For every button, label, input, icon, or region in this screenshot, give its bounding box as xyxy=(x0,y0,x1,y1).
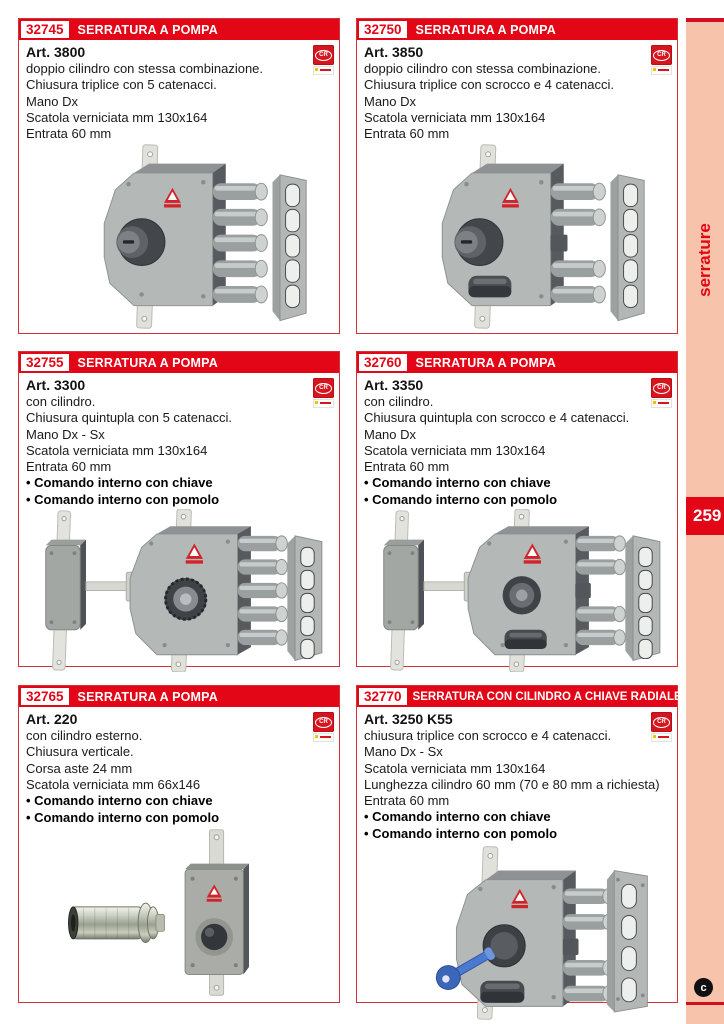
spec-line: Entrata 60 mm xyxy=(364,793,450,809)
radial-key-lock-illustration xyxy=(379,843,655,1022)
product-title: SERRATURA A POMPA xyxy=(77,22,218,37)
cr-brand-logo xyxy=(313,45,334,75)
feature-bullet: • Comando interno con pomolo xyxy=(26,492,220,508)
spec-line: Scatola verniciata mm 130x164 xyxy=(26,109,208,125)
article-number: Art. 3250 K55 xyxy=(364,711,453,727)
cr-brand-logo xyxy=(651,45,672,75)
cr-brand-label: CR xyxy=(319,385,328,391)
spec-line: Mano Dx xyxy=(364,93,417,109)
spec-line: Chiusura quintupla con 5 catenacci. xyxy=(26,410,232,426)
strip-bottom-rule xyxy=(686,1002,724,1005)
product-title: SERRATURA A POMPA xyxy=(77,689,218,704)
feature-bullet: • Comando interno con pomolo xyxy=(364,826,558,842)
latch-handle xyxy=(504,629,546,648)
product-code: 32750 xyxy=(359,21,407,38)
spec-line: Chiusura triplice con scrocco e 4 catenacci. xyxy=(364,77,615,93)
spec-line: Scatola verniciata mm 130x164 xyxy=(364,109,546,125)
card-header xyxy=(19,352,339,373)
card-header xyxy=(357,19,677,40)
cr-brand-label: CR xyxy=(657,52,666,58)
cylinder-lock-latch-4-bolts-illustration xyxy=(368,509,666,672)
spec-line: Corsa aste 24 mm xyxy=(26,760,133,776)
strip-top-rule xyxy=(686,18,724,22)
spec-line: Mano Dx xyxy=(26,93,79,109)
card-header xyxy=(357,686,682,707)
inner-control-box xyxy=(383,539,423,629)
spec-line: Mano Dx xyxy=(364,426,417,442)
spec-line: con cilindro. xyxy=(26,394,96,409)
product-title: SERRATURA A POMPA xyxy=(415,355,556,370)
card-header xyxy=(19,19,339,40)
inner-control-box xyxy=(45,539,85,629)
cr-brand-logo xyxy=(651,712,672,742)
product-card-32760 xyxy=(356,351,678,667)
card-body xyxy=(357,373,677,674)
product-title: SERRATURA A POMPA xyxy=(415,22,556,37)
spec-line: con cilindro esterno. xyxy=(26,728,143,743)
article-number: Art. 220 xyxy=(26,711,78,727)
spec-line: doppio cilindro con stessa combinazione. xyxy=(26,61,264,76)
cr-brand-logo xyxy=(313,378,334,408)
spec-line: con cilindro. xyxy=(364,394,434,409)
section-label: serrature xyxy=(695,223,714,297)
page-number-tab: 259 xyxy=(686,497,724,535)
cr-brand-label: CR xyxy=(657,385,666,391)
card-body xyxy=(19,373,339,674)
product-card-32755 xyxy=(18,351,340,667)
card-body xyxy=(19,40,339,333)
spec-line: chiusura triplice con scrocco e 4 catenacci. xyxy=(364,728,612,743)
card-header xyxy=(19,686,339,707)
spec-line: Chiusura verticale. xyxy=(26,744,134,760)
spec-line: Lunghezza cilindro 60 mm (70 e 80 mm a richiesta) xyxy=(364,776,660,792)
vertical-lock-external-cylinder-illustration xyxy=(61,826,296,1000)
feature-bullet: • Comando interno con chiave xyxy=(26,793,213,809)
product-code: 32760 xyxy=(359,354,407,371)
external-cylinder xyxy=(69,904,165,943)
section-tab-strip xyxy=(686,18,724,1024)
cr-brand-logo xyxy=(313,712,334,742)
spec-line: Entrata 60 mm xyxy=(26,126,112,142)
spec-line: doppio cilindro con stessa combinazione. xyxy=(364,61,602,76)
article-number: Art. 3850 xyxy=(364,44,424,60)
article-number: Art. 3300 xyxy=(26,377,86,393)
spec-line: Entrata 60 mm xyxy=(364,126,450,142)
product-code: 32765 xyxy=(21,688,69,705)
registration-mark: c xyxy=(694,978,713,997)
article-number: Art. 3350 xyxy=(364,377,424,393)
product-card-32750 xyxy=(356,18,678,334)
feature-bullet: • Comando interno con chiave xyxy=(364,475,551,491)
cr-brand-logo xyxy=(651,378,672,408)
spec-line: Entrata 60 mm xyxy=(26,459,112,475)
card-body xyxy=(357,40,677,333)
spec-line: Entrata 60 mm xyxy=(364,459,450,475)
spec-line: Chiusura quintupla con scrocco e 4 catenacci. xyxy=(364,410,630,426)
pump-lock-latch-4-bolts-illustration xyxy=(386,143,648,330)
feature-bullet: • Comando interno con pomolo xyxy=(26,809,220,825)
product-card-32765 xyxy=(18,685,340,1003)
cr-brand-label: CR xyxy=(319,719,328,725)
spec-line: Mano Dx - Sx xyxy=(364,744,443,760)
spec-line: Scatola verniciata mm 66x146 xyxy=(26,776,201,792)
feature-bullet: • Comando interno con chiave xyxy=(364,809,551,825)
pump-lock-5-bolts-illustration xyxy=(48,143,310,330)
vertical-lock-body xyxy=(185,830,249,995)
product-title: SERRATURA A POMPA xyxy=(77,355,218,370)
latch-handle xyxy=(480,980,524,1002)
product-code: 32745 xyxy=(21,21,69,38)
feature-bullet: • Comando interno con chiave xyxy=(26,475,213,491)
product-code: 32755 xyxy=(21,354,69,371)
feature-bullet: • Comando interno con pomolo xyxy=(364,492,558,508)
latch-handle xyxy=(468,276,511,298)
product-card-32770 xyxy=(356,685,682,1003)
cylinder-lock-5-bolts-illustration xyxy=(30,509,328,672)
spec-line: Mano Dx - Sx xyxy=(26,426,105,442)
card-body xyxy=(19,707,339,1002)
cr-brand-label: CR xyxy=(319,52,328,58)
spec-line: Chiusura triplice con 5 catenacci. xyxy=(26,77,217,93)
card-body xyxy=(357,707,677,1024)
product-title: SERRATURA CON CILINDRO A CHIAVE RADIALE xyxy=(412,690,682,703)
spec-line: Scatola verniciata mm 130x164 xyxy=(364,760,546,776)
product-code: 32770 xyxy=(359,688,407,705)
spec-line: Scatola verniciata mm 130x164 xyxy=(364,442,546,458)
product-card-32745 xyxy=(18,18,340,334)
spec-line: Scatola verniciata mm 130x164 xyxy=(26,442,208,458)
cr-brand-label: CR xyxy=(657,719,666,725)
article-number: Art. 3800 xyxy=(26,44,86,60)
card-header xyxy=(357,352,677,373)
